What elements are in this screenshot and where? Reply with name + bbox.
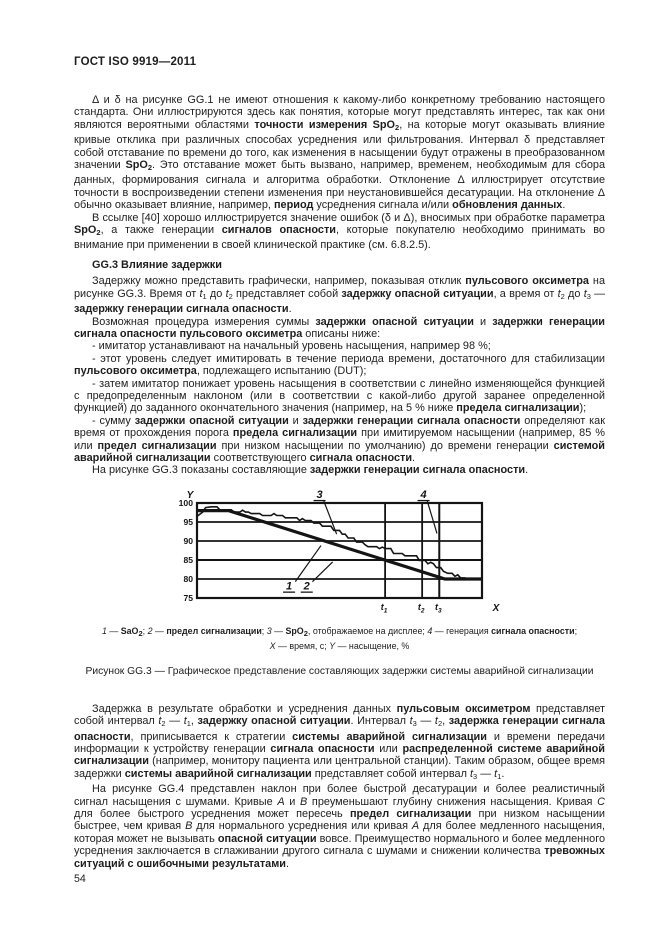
text-run: 2 [147, 625, 153, 636]
text-run: и времени передачи информации к устройству генерации [74, 730, 606, 755]
callout-leader [427, 501, 437, 533]
text-run: 2 [303, 628, 308, 638]
figure-caption: Рисунок GG.3 — Графическое представление составляющих задержки системы аварийной сигнализации [85, 665, 594, 677]
text-run: Задержку можно представить графически, например, показывая отклик [92, 275, 466, 288]
text-run: задержка генерации сигнала опасности [74, 715, 605, 743]
text-run: пульсового оксиметра [465, 275, 589, 288]
document-body-top [74, 94, 605, 477]
text-run: t [409, 715, 413, 728]
text-run: A [277, 795, 285, 808]
text-run: — генерация [432, 625, 492, 636]
text-run: сигнала опасности [309, 451, 413, 464]
paragraph [74, 703, 605, 783]
text-run: преуменьшают глубину снижения насыщения. Кривая [307, 795, 598, 808]
paragraph [74, 378, 605, 415]
text-run: для более быстрого усреднения может пересечь [74, 808, 350, 821]
callout-label: 3 [316, 488, 323, 501]
callout-label: 1 [285, 580, 293, 593]
text-run: , а время от [493, 287, 558, 300]
text-run: C [597, 795, 605, 808]
text-run: SpO [285, 625, 304, 636]
text-run: период [273, 199, 314, 212]
text-run: до [206, 287, 226, 300]
paragraph [74, 353, 605, 378]
callout-leader [324, 501, 337, 534]
y-tick-label: 80 [183, 573, 193, 584]
paragraph [74, 464, 605, 476]
text-run: системой аварийной сигнализации [74, 439, 605, 464]
text-run: t [434, 715, 438, 728]
y-axis-letter: Y [186, 489, 194, 501]
text-run: обновления данных [452, 199, 563, 212]
text-run: и [288, 414, 303, 427]
page-number: 54 [74, 873, 86, 885]
text-run: - сумму [92, 414, 135, 427]
text-run: представляет собой интервал [311, 767, 470, 780]
text-run: Возможная процедура измерения суммы [92, 315, 316, 328]
text-run: В ссылке [40] хорошо иллюстрируется значение ошибок (δ и Δ), вносимых при обработке параметра [92, 211, 605, 224]
paragraph [74, 212, 605, 252]
text-run: , подлежащего испытанию (DUT); [196, 365, 367, 378]
text-run: , [190, 715, 198, 728]
text-run: задержки генерации сигнала опасности [302, 414, 521, 427]
text-run: системы аварийной сигнализации [292, 730, 487, 743]
text-run: На рисунке GG.4 представлен наклон при более быстрой десатурации и более реалистичный сигнал насыщения с шумами. Кривые [74, 783, 605, 808]
text-run: 2 [96, 228, 101, 238]
text-run: . [562, 199, 566, 212]
text-run: 2 [138, 628, 143, 638]
x-tick-label: $t_1$ [380, 601, 388, 615]
text-run: 3 [473, 771, 478, 781]
text-run: Δ и δ на рисунке GG.1 не имеют отношения к какому-либо конкретному требованию настоящего стандарта. Они иллюстрируются здесь как понятия, которые могут представлять интерес, так как они являются вероятными областями [74, 94, 605, 131]
text-run: вовсе. Преимущество нормального и более медленного усреднения заключается в сглаживании другого сигнала с шумами и снижении количества [74, 832, 606, 858]
text-run: до [564, 287, 584, 300]
text-run: на рисунке GG.3. Время от [74, 275, 605, 300]
text-run: представляет собой интервал [74, 702, 605, 728]
text-run: описаны ниже: [302, 327, 381, 340]
text-run: - этот уровень следует имитировать в течение периода времени, достаточного для стабилизации [92, 352, 605, 365]
text-run: , на которые могут оказывать влияние кривые отклика при различных способах усреднения или фильтрования. Интервал δ представляет собой отставание по времени до того, как изменения в насыщении будут отражены в преобразованном значении [74, 118, 605, 172]
text-run: t [557, 287, 561, 300]
text-run: 4 [427, 625, 433, 636]
text-run: пульсовым оксиметром [396, 702, 531, 715]
text-run: — [152, 625, 167, 636]
text-run: , приписывается к стратегии [130, 730, 293, 743]
text-run: для более медленного насыщения, которая может не вызывать [74, 820, 605, 845]
paragraph [74, 340, 605, 352]
text-run: — [106, 625, 121, 636]
text-run: задержку опасной ситуации [341, 287, 494, 300]
text-run: - затем имитатор понижает уровень насыщения в соответствии с линейно изменяющейся функцией с предопределенным наклоном (или в соответствии с какой-либо другой заранее определенной функцией) до заданного окончательного значения (например, на 5 % ниже [74, 377, 605, 415]
text-run: t [225, 287, 229, 300]
text-run: распределенной системе аварийной сигнализации [74, 743, 605, 768]
text-run: 1 [202, 291, 207, 301]
text-run: сигналов опасности [221, 224, 336, 237]
text-run: — время, с; [275, 641, 330, 652]
text-run: при имитируемом насыщении (например, 85 % или [74, 427, 605, 452]
text-run: задержку генерации сигнала опасности [74, 303, 289, 316]
figure-legend-line2 [74, 641, 605, 653]
paragraph [74, 94, 605, 212]
text-run: , [442, 715, 449, 728]
text-run: . Интервал [350, 715, 410, 728]
text-run: 3 [412, 719, 417, 729]
section-heading [74, 259, 605, 271]
text-run: — [271, 625, 286, 636]
text-run: На рисунке GG.3 показаны составляющие [92, 464, 310, 477]
text-run: . [285, 857, 290, 870]
text-run: ); [579, 402, 587, 415]
text-run: и [473, 315, 493, 328]
text-run: B [185, 820, 193, 833]
text-run: — [416, 715, 435, 728]
text-run: B [300, 795, 308, 808]
text-run: — [590, 287, 606, 300]
text-run: 3 [586, 291, 591, 301]
text-run: t [469, 767, 473, 780]
x-tick-label: $t_2$ [417, 601, 425, 615]
text-run: при низком насыщении по умолчанию) до времени генерации [216, 439, 554, 452]
y-tick-label: 95 [183, 516, 193, 527]
text-run: соответствующего [210, 451, 310, 464]
paragraph [74, 316, 605, 341]
text-run: — [477, 767, 495, 780]
text-run: 2 [395, 122, 400, 132]
y-tick-label: 100 [178, 497, 193, 508]
text-run: . Это отставание может быть вызвано, например, временем, необходимым для сбора данных, формирования сигнала и алгоритма обработки. Отклонение Δ иллюстрирует отсутствие точности в воспроизведении степени изменения при неустановившейся десатурации. На отклонение Δ обычно оказывает влияние, например, [74, 159, 605, 212]
text-run: , а также генерации [100, 224, 222, 237]
text-run: предела сигнализации [232, 427, 358, 440]
text-run: GG.3 Влияние задержки [92, 258, 222, 271]
figure-legend-line1 [74, 626, 605, 640]
text-run: . [501, 767, 505, 780]
text-run: t [583, 287, 587, 300]
text-run: представляет собой [232, 287, 342, 300]
text-run: X [269, 641, 276, 652]
text-run: ; [574, 625, 578, 636]
text-run: задержки опасной ситуации [134, 414, 289, 427]
text-run: сигнала опасности [491, 625, 575, 636]
text-run: 2 [560, 291, 565, 301]
text-run: тревожных ситуаций с ошибочными результатами [74, 845, 605, 870]
paragraph [74, 415, 605, 465]
text-run: задержки генерации сигнала опасности пульсового оксиметра [74, 315, 605, 340]
text-run: ; [261, 625, 267, 636]
text-run: задержку опасной ситуации [197, 715, 351, 728]
text-run: . [288, 303, 292, 316]
text-run: пульсового оксиметра [74, 365, 197, 378]
figure-gg3-chart [167, 487, 512, 619]
y-tick-label: 90 [183, 535, 193, 546]
callout-label: 2 [303, 580, 310, 593]
text-run: и [284, 795, 300, 808]
text-run: определяют как время от прохождения порога [74, 414, 605, 440]
text-run: SaO [120, 625, 139, 636]
text-run: системы аварийной сигнализации [124, 767, 312, 780]
y-tick-label: 85 [183, 554, 193, 565]
text-run: 1 [101, 625, 107, 636]
x-axis-letter: X [492, 602, 500, 614]
text-run: A [411, 820, 420, 833]
text-run: ; [142, 625, 148, 636]
figure-gg3 [74, 487, 605, 677]
text-run: предел сигнализации [349, 808, 472, 821]
text-run: SpO [74, 224, 97, 237]
text-run: SpO [125, 159, 148, 172]
text-run: 3 [266, 625, 272, 636]
text-run: Задержка в результате обработки и усреднения данных [92, 702, 397, 715]
text-run: для нормального усреднения или кривая [192, 820, 412, 833]
text-run: задержки опасной ситуации [315, 315, 474, 328]
document-body-bottom [74, 703, 605, 870]
text-run: t [183, 715, 187, 728]
text-run: , отображаемое на дисплее; [307, 625, 428, 636]
text-run: t [158, 715, 162, 728]
text-run: t [199, 287, 203, 300]
text-run: 2 [228, 291, 233, 301]
text-run: предел сигнализации [166, 625, 262, 636]
text-run: t [494, 767, 498, 780]
text-run: 1 [497, 771, 502, 781]
callout-label: 4 [420, 488, 427, 501]
text-run: - имитатор устанавливают на начальный уровень насыщения, например 98 %; [92, 340, 491, 353]
text-run: — [165, 715, 184, 728]
text-run: сигнала опасности [270, 743, 375, 755]
paragraph [74, 783, 605, 870]
text-run: задержки генерации сигнала опасности [309, 464, 526, 477]
text-run: 2 [437, 719, 443, 729]
document-header: ГОСТ ISO 9919—2011 [74, 56, 197, 68]
text-run: или [374, 743, 403, 755]
text-run: 1 [186, 719, 191, 729]
text-run: 2 [147, 163, 153, 173]
paragraph [74, 275, 605, 315]
text-run: точности измерения SpO [254, 118, 396, 131]
text-run: усреднения сигнала и/или [313, 199, 453, 212]
text-run: Y [329, 641, 336, 652]
text-run: опасной ситуации [217, 832, 317, 845]
text-run: предел сигнализации [97, 439, 217, 452]
x-tick-label: $t_3$ [434, 601, 442, 615]
y-tick-label: 75 [183, 592, 193, 603]
text-run: . [412, 451, 416, 464]
text-run: 2 [161, 719, 166, 729]
text-run: при низком насыщении быстрее, чем кривая [74, 808, 605, 833]
text-run: , которые покупателю необходимо принимать во внимание при применении в своей клинической практике (см. 6.8.2.5). [74, 224, 605, 252]
text-run: (например, монитору пациента или центральной станции). Таким образом, общее время задержки [74, 755, 605, 780]
text-run: . [525, 464, 529, 477]
text-run: предела сигнализации [456, 402, 580, 415]
text-run: — насыщение, % [335, 641, 410, 652]
